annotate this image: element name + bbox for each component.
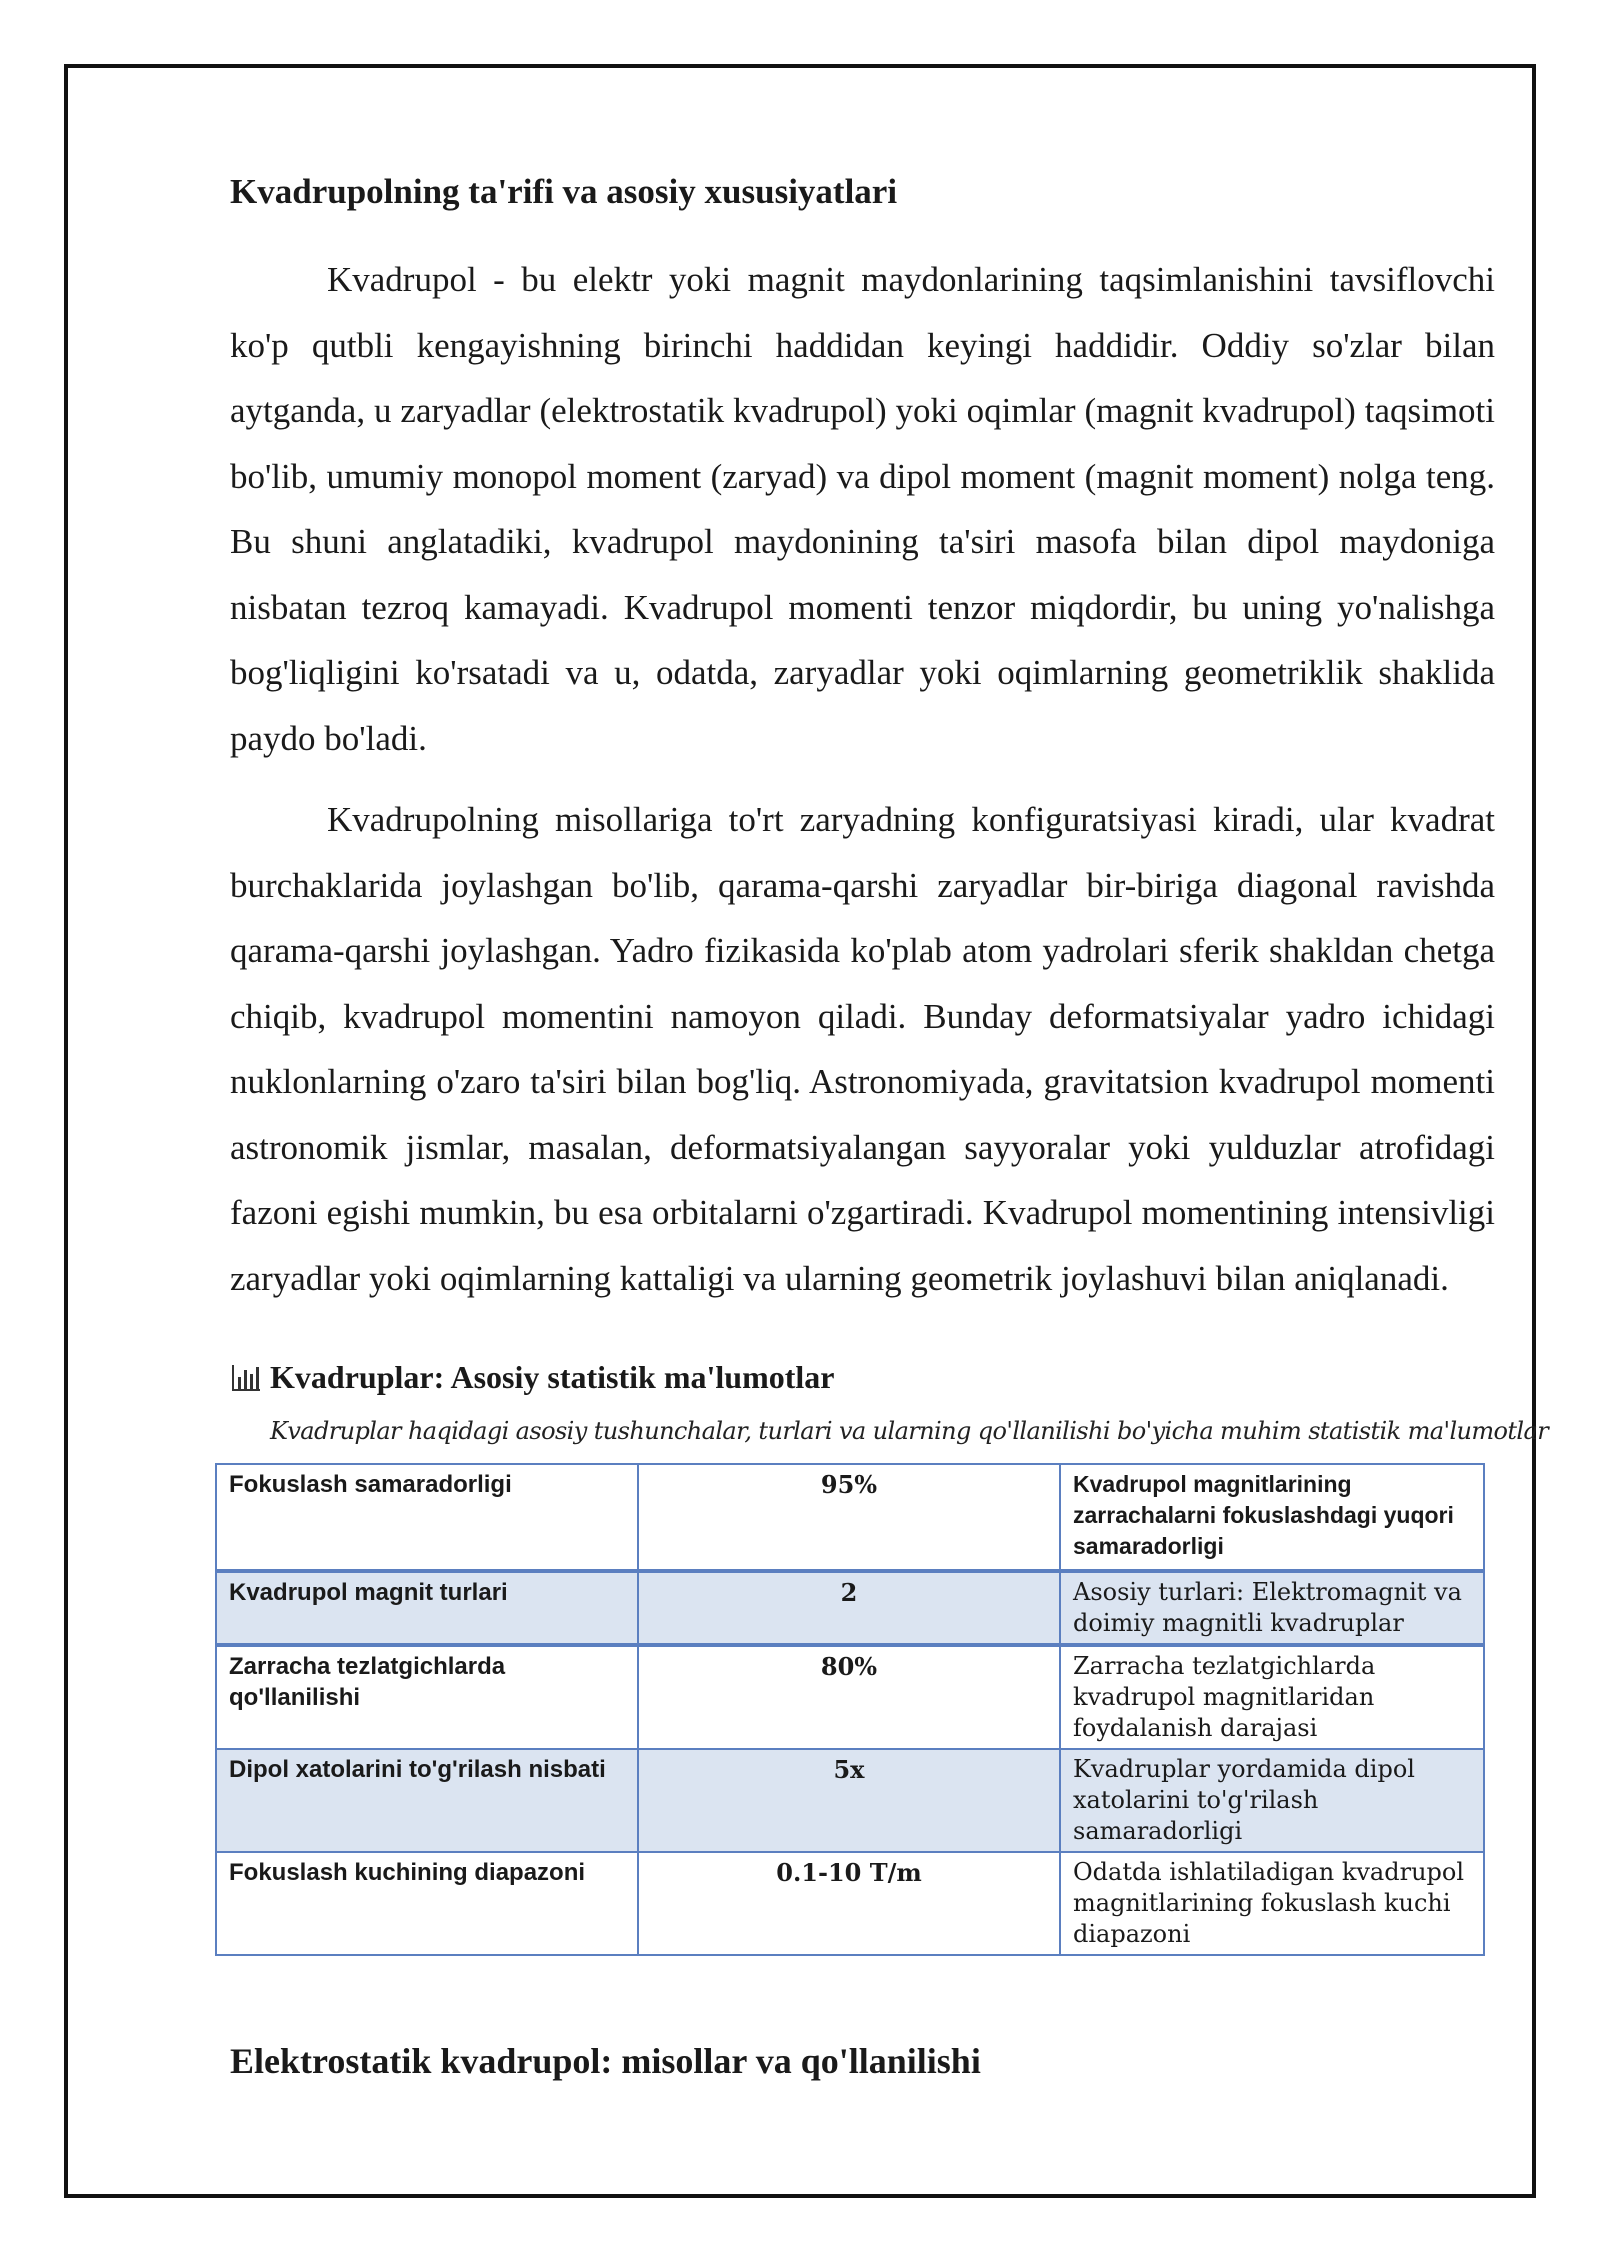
metric-cell: Fokuslash kuchining diapazoni <box>216 1852 638 1955</box>
description-cell: Kvadrupol magnitlarining zarrachalarni fokuslashdagi yuqori samaradorligi <box>1060 1464 1484 1571</box>
bar-chart-icon <box>230 1362 262 1392</box>
description-cell: Zarracha tezlatgichlarda kvadrupol magnitlaridan foydalanish darajasi <box>1060 1645 1484 1749</box>
stats-title: Kvadruplar: Asosiy statistik ma'lumotlar <box>270 1359 835 1395</box>
table-row <box>216 1571 1484 1645</box>
paragraph: Kvadrupolning misollariga to'rt zaryadning konfiguratsiyasi kiradi, ular kvadrat burchaklarida joylashgan bo'lib, qarama-qarshi zaryadlar bir-biriga diagonal ravishda qarama-qarshi joylashgan. Yadro fizikasida ko'plab atom yadrolari sferik shakldan chetga chiqib, kvadrupol momentini namoyon qiladi. Bunday deformatsiyalar yadro ichidagi nuklonlarning o'zaro ta'siri bilan bog'liq. Astronomiyada, gravitatsion kvadrupol momenti astronomik jismlar, masalan, deformatsiyalangan sayyoralar yoki yulduzlar atrofidagi fazoni egishi mumkin, bu esa orbitalarni o'zgartiradi. Kvadrupol momentining intensivligi zaryadlar yoki oqimlarning kattaligi va ularning geometrik joylashuvi bilan aniqlanadi. <box>230 800 1495 1298</box>
table-row <box>216 1464 1484 1571</box>
document-content <box>229 170 1549 2084</box>
paragraph: Kvadrupol - bu elektr yoki magnit maydonlarining taqsimlanishini tavsiflovchi ko'p qutbli kengayishning birinchi haddidan keyingi haddidir. Oddiy so'zlar bilan aytganda, u zaryadlar (elektrostatik kvadrupol) yoki oqimlar (magnit kvadrupol) taqsimoti bo'lib, umumiy monopol moment (zaryad) va dipol moment (magnit moment) nolga teng. Bu shuni anglatadiki, kvadrupol maydonining ta'siri masofa bilan dipol maydoniga nisbatan tezroq kamayadi. Kvadrupol momenti tenzor miqdordir, bu uning yo'nalishga bog'liqligini ko'rsatadi va u, odatda, zaryadlar yoki oqimlarning geometriklik shaklida paydo bo'ladi. <box>230 260 1495 758</box>
metric-cell: Fokuslash samaradorligi <box>216 1464 638 1571</box>
value-cell: 0.1-10 T/m <box>638 1852 1060 1955</box>
section-heading: Kvadrupolning ta'rifi va asosiy xususiyatlari <box>230 172 898 211</box>
value-cell: 80% <box>638 1645 1060 1749</box>
value-cell: 5x <box>638 1749 1060 1852</box>
description-cell: Asosiy turlari: Elektromagnit va doimiy magnitli kvadruplar <box>1060 1571 1484 1645</box>
stats-heading <box>230 1357 1495 1397</box>
metric-cell: Dipol xatolarini to'g'rilash nisbati <box>216 1749 638 1852</box>
section-heading: Elektrostatik kvadrupol: misollar va qo'llanilishi <box>230 2041 981 2081</box>
table-row <box>216 1852 1484 1955</box>
metric-cell: Kvadrupol magnit turlari <box>216 1571 638 1645</box>
description-cell: Odatda ishlatiladigan kvadrupol magnitlarining fokuslash kuchi diapazoni <box>1060 1852 1484 1955</box>
description-cell: Kvadruplar yordamida dipol xatolarini to'g'rilash samaradorligi <box>1060 1749 1484 1852</box>
value-cell: 95% <box>638 1464 1060 1571</box>
stats-table <box>215 1463 1485 1956</box>
value-cell: 2 <box>638 1571 1060 1645</box>
metric-cell: Zarracha tezlatgichlarda qo'llanilishi <box>216 1645 638 1749</box>
table-row <box>216 1645 1484 1749</box>
stats-subtitle: Kvadruplar haqidagi asosiy tushunchalar, turlari va ularning qo'llanilishi bo'yicha muhim statistik ma'lumotlar <box>270 1417 1549 1445</box>
table-row <box>216 1749 1484 1852</box>
